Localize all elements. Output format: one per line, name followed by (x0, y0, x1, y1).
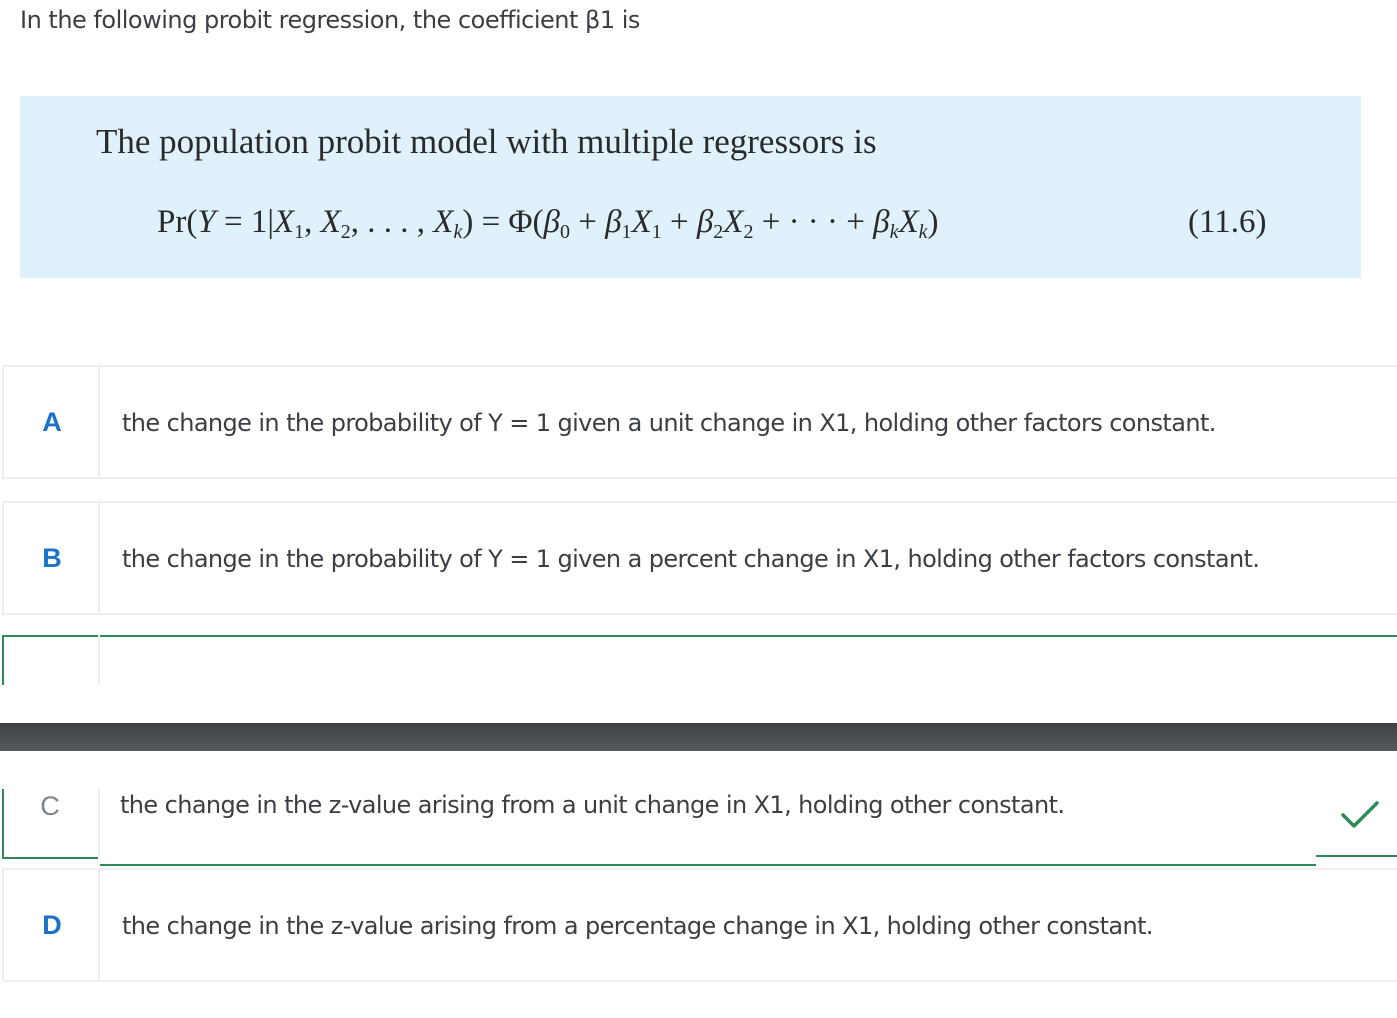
border-line (98, 789, 100, 857)
border-line (100, 635, 1397, 637)
option-text: the change in the probability of Y = 1 given a percent change in X1, holding other factors constant. (122, 545, 1260, 573)
question-text: In the following probit regression, the coefficient β1 is (20, 6, 640, 34)
border-line (2, 635, 4, 685)
option-letter: C (40, 791, 60, 821)
border-line (100, 864, 1316, 866)
answer-option-a[interactable] (2, 365, 1397, 479)
option-text: the change in the z-value arising from a unit change in X1, holding other constant. (120, 791, 1065, 819)
formula-heading: The population probit model with multiple regressors is (96, 122, 877, 161)
border-line (2, 857, 98, 859)
answer-option-b[interactable] (2, 501, 1397, 615)
formula-equation: $Pr(Y = 1|X_1$, $X_2$, . . . , $X_k) = \Phi(\beta_0 + \beta_1X_1 + \beta_2X_2$ + · · · + $\beta_kX_k$) (157, 204, 939, 243)
border-line (98, 637, 100, 685)
option-letter: D (42, 910, 62, 940)
formula-equation-number: (11.6) (1188, 204, 1267, 240)
border-line (2, 635, 98, 637)
option-text: the change in the z-value arising from a percentage change in X1, holding other constant. (122, 912, 1153, 940)
option-text: the change in the probability of Y = 1 given a unit change in X1, holding other factors constant. (122, 409, 1216, 437)
option-letter: B (42, 543, 62, 573)
formula-image (20, 96, 1361, 278)
answer-option-c[interactable] (2, 751, 1397, 867)
screenshot-divider-bar (0, 723, 1397, 751)
border-line (1316, 855, 1397, 857)
checkmark-icon (1340, 799, 1380, 831)
answer-option-d[interactable] (2, 868, 1397, 982)
correct-option-top-edge (2, 635, 1397, 687)
option-letter: A (42, 407, 62, 437)
